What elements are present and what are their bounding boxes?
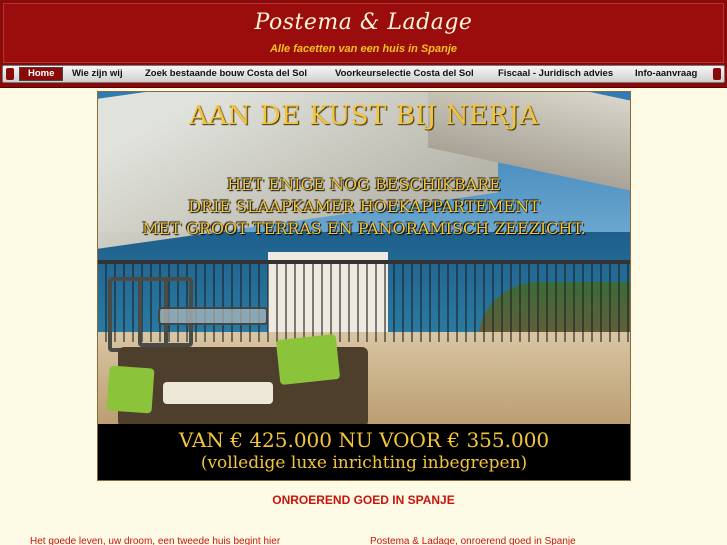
intro-text-right: Postema & Ladage, onroerend goed in Spanje (370, 536, 576, 545)
price-band (98, 424, 630, 480)
green-cushion-icon (106, 365, 154, 413)
intro-text-left: Het goede leven, uw droom, een tweede huis begint hier (30, 536, 281, 545)
hero-title: AAN DE KUST BIJ NERJA (189, 101, 539, 131)
header-banner (3, 3, 724, 63)
hero-price-note: (volledige luxe inrichting inbegrepen) (200, 453, 528, 473)
nav-left-cap-icon (6, 68, 14, 80)
nav-right-cap-icon (713, 68, 721, 80)
sofa-seat (163, 382, 273, 404)
green-cushion-icon (276, 334, 340, 385)
hero-price: VAN € 425.000 NU VOOR € 355.000 (178, 428, 550, 452)
terrace-table-icon (158, 307, 268, 325)
hero-line: HET ENIGE NOG BESCHIKBARE (227, 175, 501, 194)
section-heading: ONROEREND GOED IN SPANJE (272, 493, 455, 507)
site-header (0, 0, 727, 88)
hero-description (98, 174, 630, 240)
site-tagline: Alle facetten van een huis in Spanje (269, 43, 458, 55)
hero-line: MET GROOT TERRAS EN PANORAMISCH ZEEZICHT. (142, 219, 586, 238)
nav-item-fiscaal[interactable]: Fiscaal - Juridisch advies (498, 68, 614, 79)
main-navigation (2, 65, 725, 83)
nav-item-home[interactable]: Home (19, 67, 63, 81)
hero-line: DRIE SLAAPKAMER HOEKAPPARTEMENT (188, 197, 540, 216)
nav-item-wie-zijn-wij[interactable]: Wie zijn wij (72, 68, 123, 79)
nav-item-zoek[interactable]: Zoek bestaande bouw Costa del Sol (145, 68, 308, 79)
site-title: Postema & Ladage (254, 10, 473, 35)
hero-railing-top (98, 260, 630, 264)
nav-item-voorkeurselectie[interactable]: Voorkeurselectie Costa del Sol (335, 68, 474, 79)
nav-item-info-aanvraag[interactable]: Info-aanvraag (635, 68, 698, 79)
hero-banner[interactable] (97, 91, 631, 481)
